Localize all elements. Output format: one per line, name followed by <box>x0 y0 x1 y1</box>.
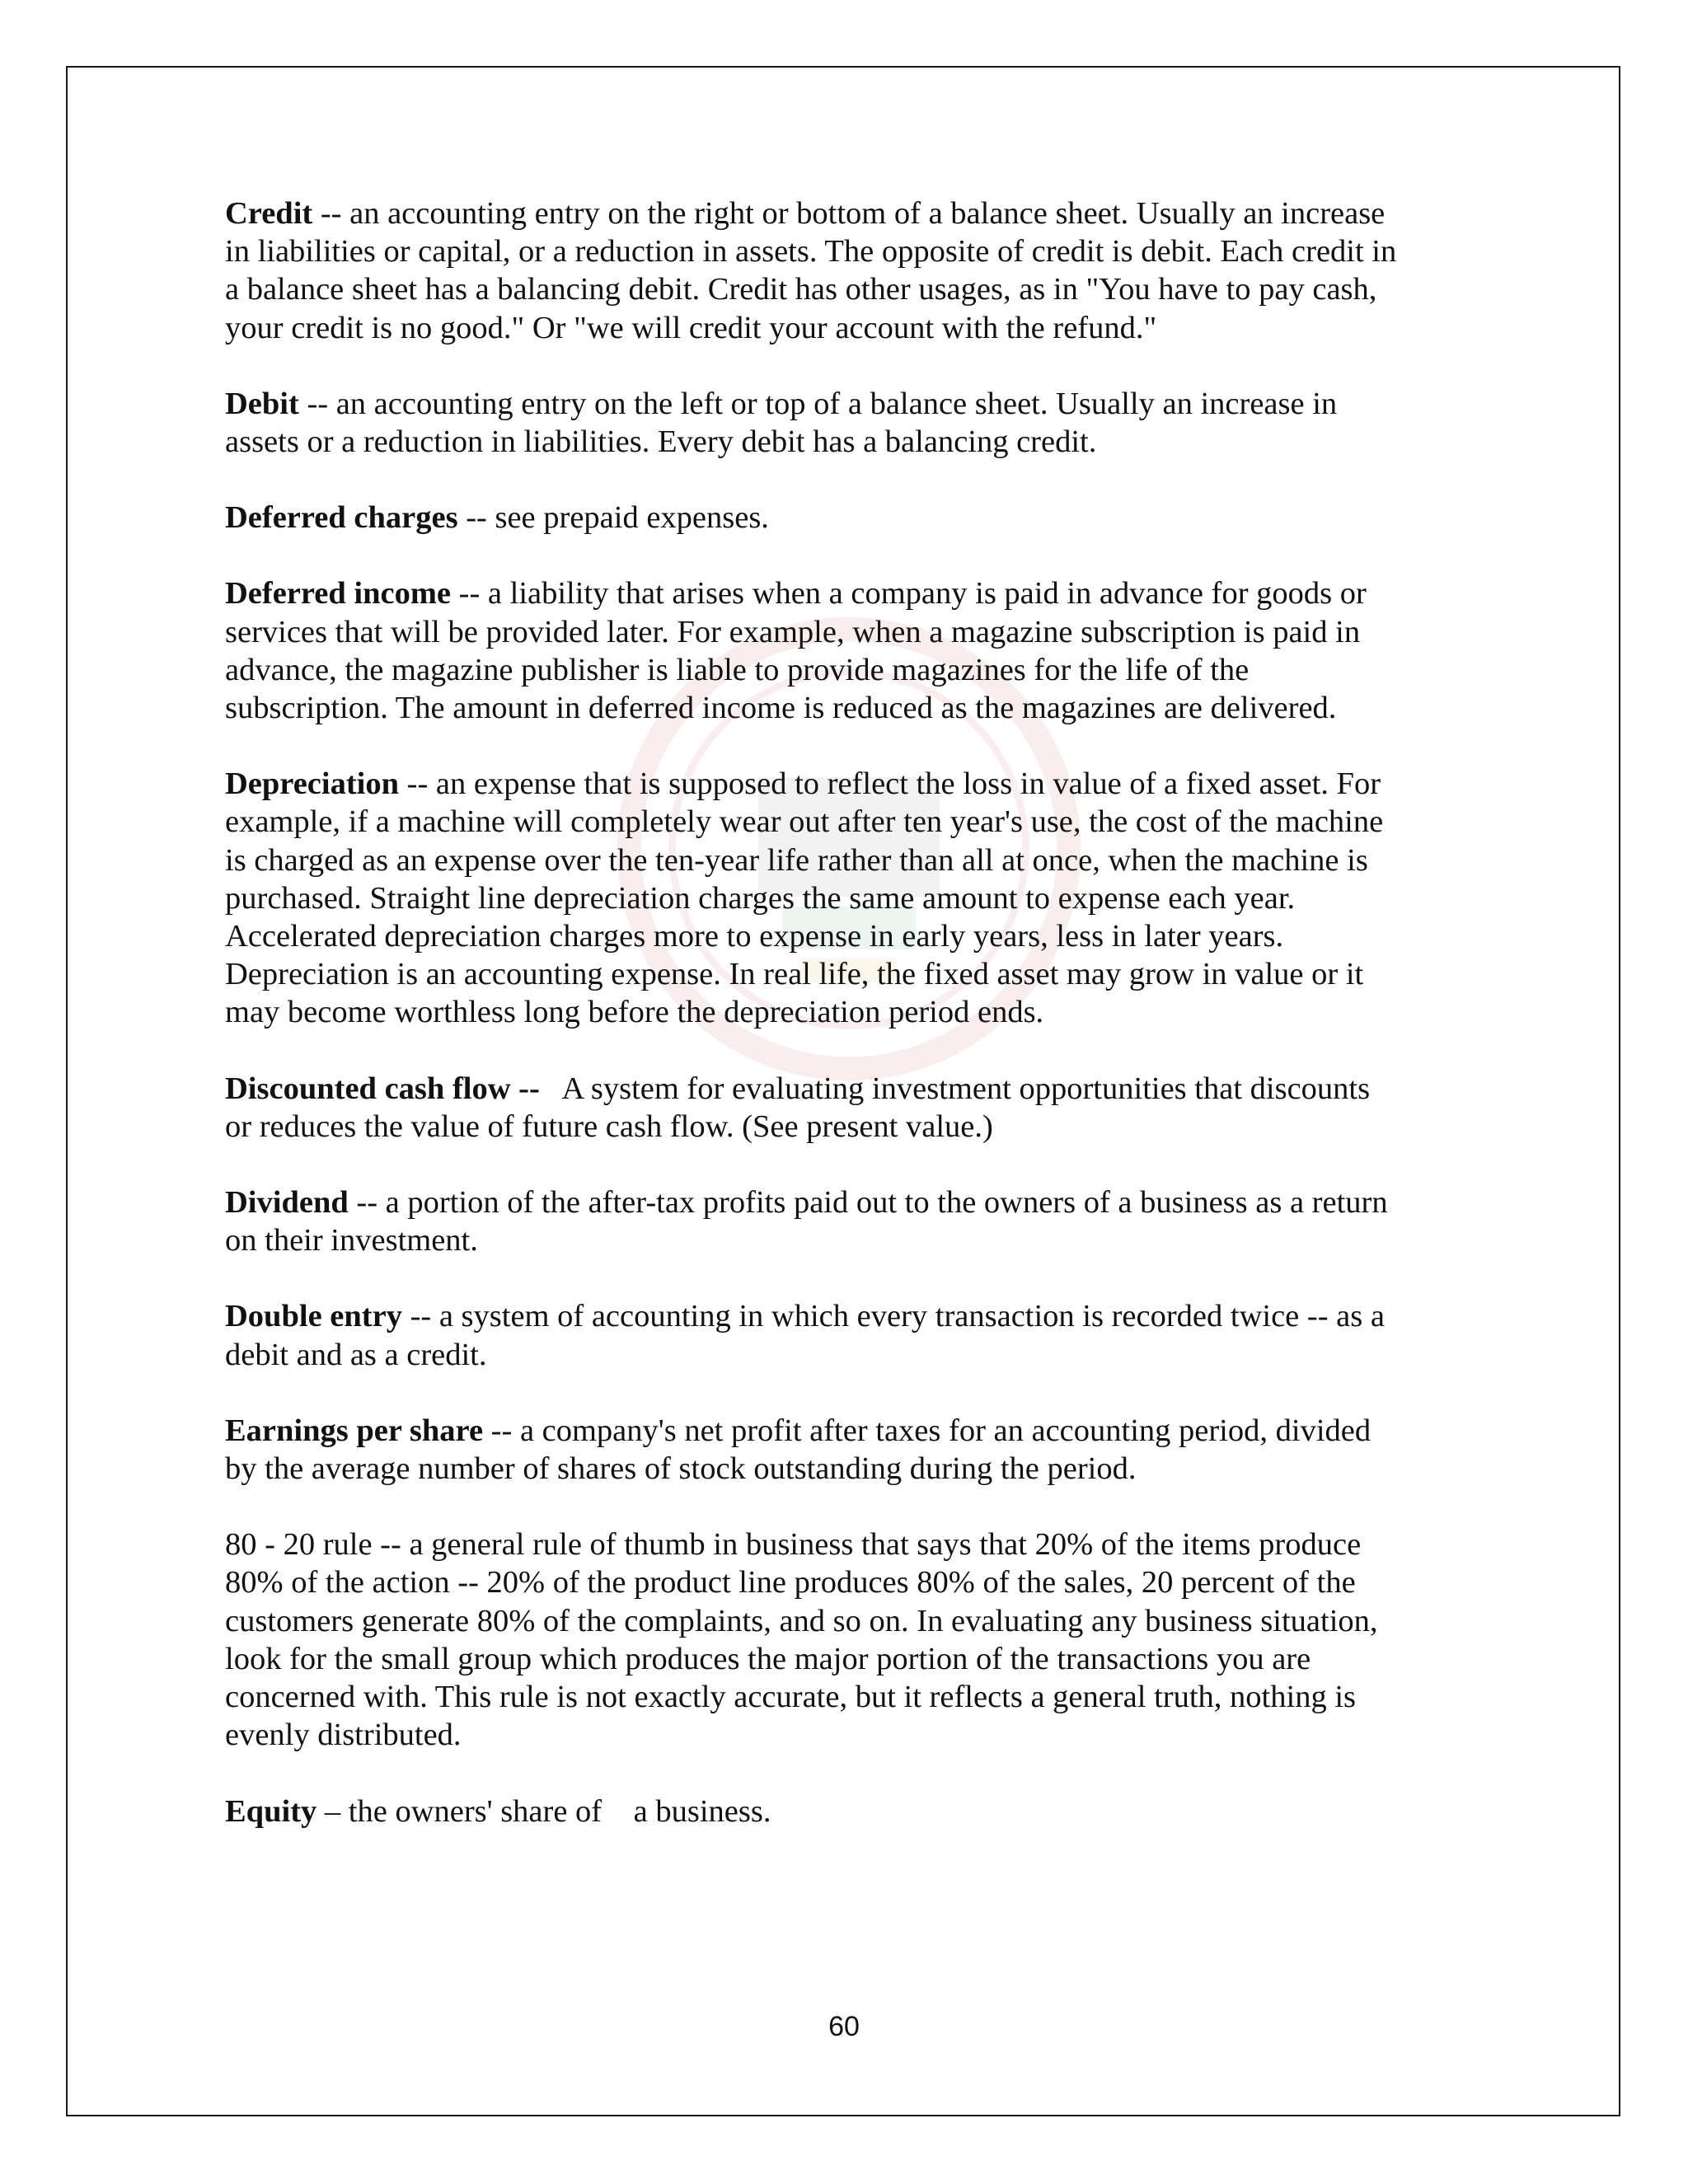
glossary-definition: -- a portion of the after-tax profits paid out to the owners of a business as a return on their investment. <box>225 1185 1388 1258</box>
glossary-entry <box>225 1070 1404 1146</box>
glossary-definition: -- an accounting entry on the left or top of a balance sheet. Usually an increase in assets or a reduction in liabilities. Every debit has a balancing credit. <box>225 386 1338 460</box>
glossary-definition: – the owners' share of a business. <box>316 1793 771 1829</box>
glossary-entry <box>225 1297 1404 1373</box>
glossary-term: Deferred income <box>225 576 452 612</box>
glossary-entry <box>225 385 1404 461</box>
glossary-entry <box>225 1412 1404 1488</box>
glossary-term: Equity <box>225 1793 317 1829</box>
glossary-entry <box>225 194 1404 347</box>
glossary-entry <box>225 574 1404 727</box>
glossary-term: Credit <box>225 196 313 231</box>
glossary-content <box>225 194 1404 1868</box>
glossary-definition: -- an expense that is supposed to reflect the loss in value of a fixed asset. For example, if a machine will completely wear out after ten year's use, the cost of the machine is charged as an expense over the ten-year life rather than all at once, when the machine is purchased. Straight line depreciation charges the same amount to expense each year. Accelerated depreciation charges more to expense in early years, less in later years. Depreciation is an accounting expense. In real life, the fixed asset may grow in value or it may become worthless long before the depreciation period ends. <box>225 766 1384 1030</box>
glossary-term: Earnings per share <box>225 1413 484 1448</box>
page-number: 60 <box>828 2011 860 2042</box>
glossary-entry <box>225 765 1404 1031</box>
glossary-entry <box>225 1526 1404 1754</box>
glossary-entry <box>225 499 1404 537</box>
glossary-definition: -- a company's net profit after taxes for an accounting period, divided by the average number of shares of stock outstanding during the period. <box>225 1413 1372 1487</box>
glossary-term: Debit <box>225 386 299 421</box>
glossary-term: Depreciation <box>225 766 399 802</box>
glossary-entry <box>225 1183 1404 1259</box>
glossary-definition: -- see prepaid expenses. <box>457 500 769 536</box>
glossary-term: Dividend <box>225 1185 349 1221</box>
glossary-definition: 80 - 20 rule -- a general rule of thumb in business that says that 20% of the items produce 80% of the action -- 20% of the product line produces 80% of the sales, 20 percent of the customers generate 80% of the complaints, and so on. In evaluating any business situation, look for the small group which produces the major portion of the transactions you are concerned with. This rule is not exactly accurate, but it reflects a general truth, nothing is evenly distributed. <box>225 1527 1378 1753</box>
glossary-definition: -- a system of accounting in which every transaction is recorded twice -- as a debit and as a credit. <box>225 1299 1385 1372</box>
glossary-term: Double entry <box>225 1299 402 1334</box>
glossary-definition: -- a liability that arises when a company is paid in advance for goods or services that will be provided later. For example, when a magazine subscription is paid in advance, the magazine publisher is liable to provide magazines for the life of the subscription. The amount in deferred income is reduced as the magazines are delivered. <box>225 576 1367 726</box>
glossary-term: Deferred charges <box>225 500 458 536</box>
glossary-entry <box>225 1793 1404 1830</box>
glossary-definition: A system for evaluating investment opportunities that discounts or reduces the value of future cash flow. (See present value.) <box>225 1071 1378 1144</box>
glossary-term: Discounted cash flow -- <box>225 1071 540 1106</box>
glossary-definition: -- an accounting entry on the right or bottom of a balance sheet. Usually an increase in liabilities or capital, or a reduction in assets. The opposite of credit is debit. Each credit in a balance sheet has a balancing debit. Credit has other usages, as in "You have to pay cash, your credit is no good." Or "we will credit your account with the refund." <box>225 196 1397 345</box>
